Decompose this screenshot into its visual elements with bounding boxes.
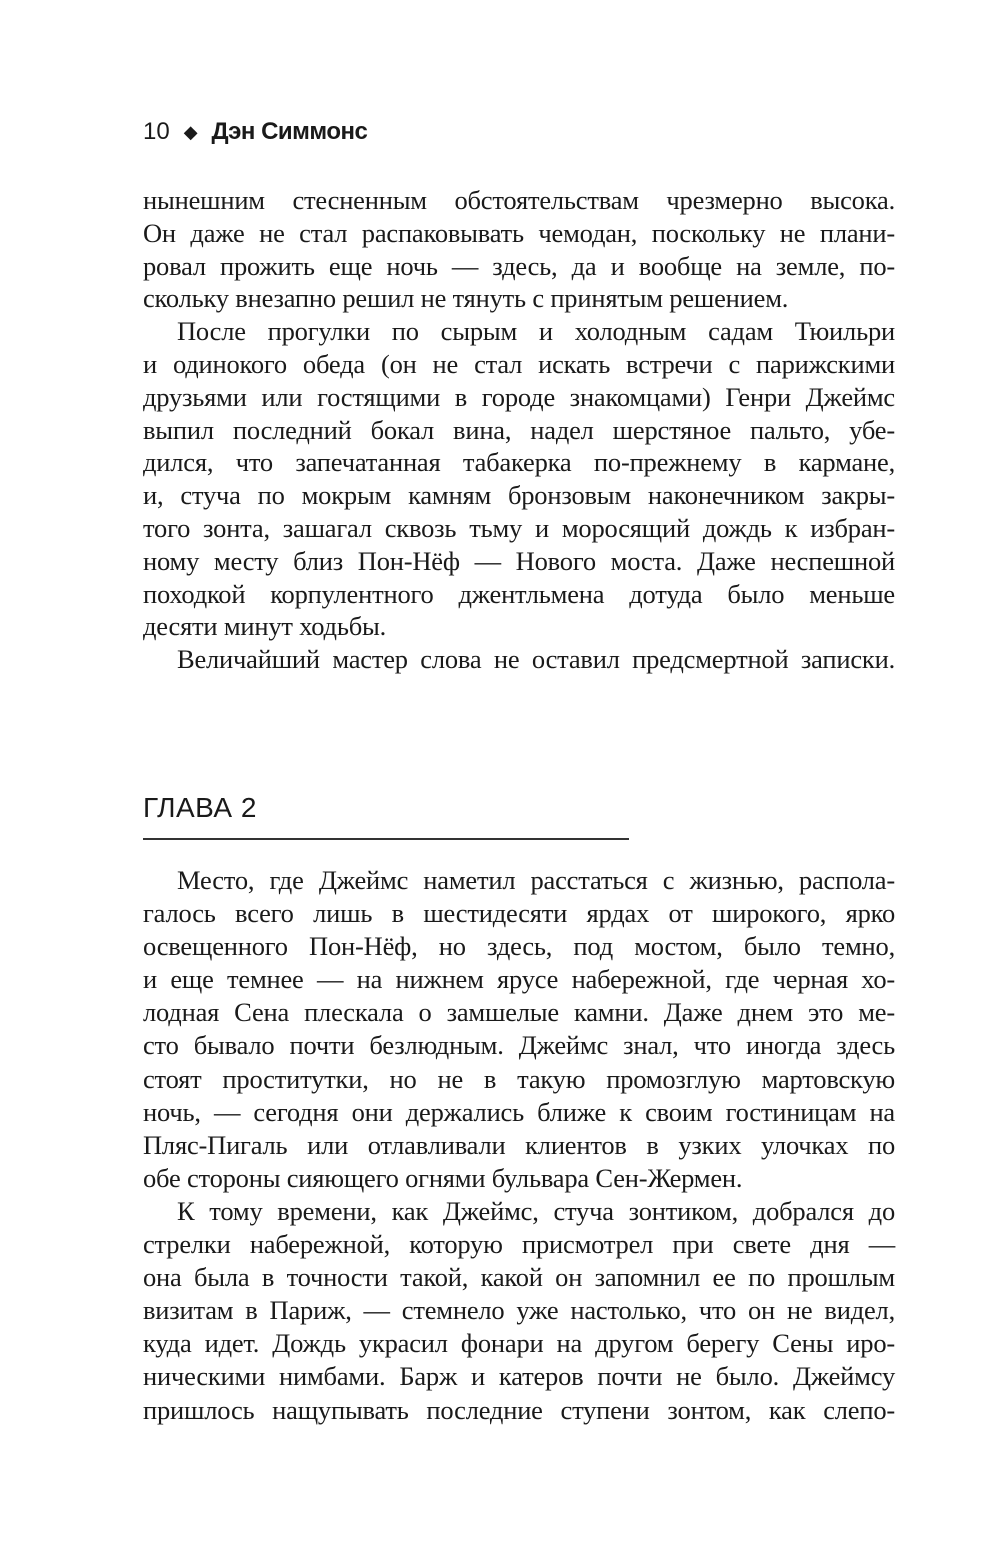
- text-line: галось всего лишь в шестидесяти ярдах от широкого, ярко: [143, 898, 895, 929]
- text-line: ному месту близ Пон-Нёф — Нового моста. Даже неспешной: [143, 545, 895, 576]
- text-line: и одинокого обеда (он не стал искать встречи с парижскими: [143, 348, 895, 379]
- page-number: 10: [143, 118, 170, 145]
- text-line: стоят проститутки, но не в такую промозглую мартовскую: [143, 1063, 895, 1094]
- text-line: Величайший мастер слова не оставил предсмертной записки.: [177, 644, 895, 675]
- text-line: После прогулки по сырым и холодным садам Тюильри: [177, 316, 895, 347]
- text-line: того зонта, зашагал сквозь тьму и моросящий дождь к избран-: [143, 512, 895, 543]
- text-line: ническими нимбами. Барж и катеров почти не было. Джеймсу: [143, 1361, 895, 1392]
- text-line: К тому времени, как Джеймс, стуча зонтиком, добрался до: [177, 1195, 895, 1226]
- running-header: [143, 118, 367, 146]
- text-line: выпил последний бокал вина, надел шерстяное пальто, убе-: [143, 414, 895, 445]
- text-line: пришлось нащупывать последние ступени зонтом, как слепо-: [143, 1394, 895, 1425]
- author-name: Дэн Симмонс: [211, 118, 368, 145]
- text-line: куда идет. Дождь украсил фонари на другом берегу Сены иро-: [143, 1328, 895, 1359]
- text-line: друзьями или гостящими в городе знакомцами) Генри Джеймс: [143, 381, 895, 412]
- text-line: освещенного Пон-Нёф, но здесь, под мостом, было темно,: [143, 931, 895, 962]
- section-1-text: [143, 184, 895, 676]
- text-line: визитам в Париж, — стемнело уже настолько, что он не видел,: [143, 1295, 895, 1326]
- text-line: ровал прожить еще ночь — здесь, да и вообще на земле, по-: [143, 250, 895, 281]
- text-line: ночь, — сегодня они держались ближе к своим гостиницам на: [143, 1096, 895, 1127]
- text-line: и, стуча по мокрым камням бронзовым наконечником закры-: [143, 480, 895, 511]
- text-line: Он даже не стал распаковывать чемодан, поскольку не плани-: [143, 217, 895, 248]
- text-line: и еще темнее — на нижнем ярусе набережной, где черная хо-: [143, 964, 895, 995]
- section-2-text: [143, 864, 895, 1427]
- text-line: походкой корпулентного джентльмена дотуда было меньше: [143, 578, 895, 609]
- chapter-title: ГЛАВА 2: [143, 792, 257, 823]
- text-line: обе стороны сияющего огнями бульвара Сен-Жермен.: [143, 1162, 743, 1193]
- text-line: дился, что запечатанная табакерка по-прежнему в кармане,: [143, 447, 895, 478]
- text-line: она была в точности такой, какой он запомнил ее по прошлым: [143, 1262, 895, 1293]
- text-line: сто бывало почти безлюдным. Джеймс знал, что иногда здесь: [143, 1030, 895, 1061]
- text-line: Место, где Джеймс наметил расстаться с жизнью, распола-: [177, 865, 895, 895]
- text-line: лодная Сена плескала о замшелые камни. Даже днем это ме-: [143, 997, 895, 1028]
- text-line: нынешним стесненным обстоятельствам чрезмерно высока.: [143, 185, 895, 215]
- text-line: стрелки набережной, которую присмотрел при свете дня —: [143, 1229, 895, 1260]
- text-line: десяти минут ходьбы.: [143, 611, 387, 642]
- text-line: Пляс-Пигаль или отлавливали клиентов в узких улочках по: [143, 1129, 895, 1160]
- text-line: скольку внезапно решил не тянуть с принятым решением.: [143, 283, 789, 314]
- chapter-divider: [143, 838, 629, 840]
- diamond-icon: ◆: [183, 121, 198, 142]
